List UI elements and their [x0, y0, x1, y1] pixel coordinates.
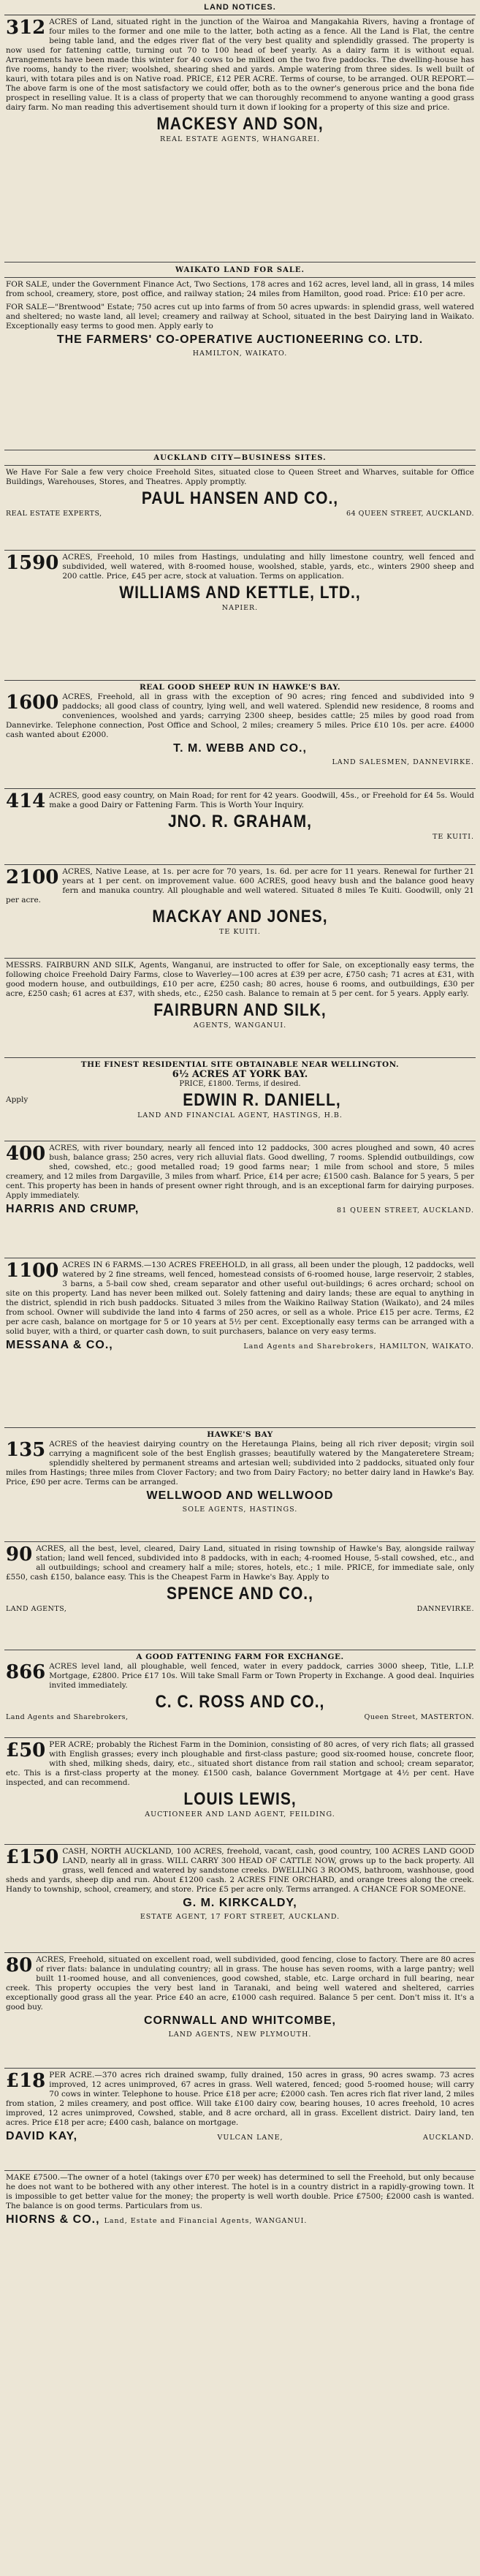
section-heading-auckland: AUCKLAND CITY—BUSINESS SITES. [4, 450, 476, 466]
ad-spence [4, 1542, 476, 1650]
firm-address: HAMILTON, WAIKATO. [192, 350, 288, 358]
firm-address: DANNEVIRKE. [416, 1605, 474, 1613]
ad-mackay-jones [4, 865, 476, 959]
firm-address: LAND SALESMEN, DANNEVIRKE. [332, 758, 474, 766]
firm-name: HIORNS & CO., [6, 2213, 100, 2226]
firm-name: EDWIN R. DANIELL, [183, 1090, 341, 1110]
ad-heading: THE FINEST RESIDENTIAL SITE OBTAINABLE NEAR WELLINGTON. [80, 1060, 400, 1069]
ad-body: ACRES IN 6 FARMS.—130 ACRES FREEHOLD, in all grass, all been under the plough, 12 paddocks, well watered by 2 fine streams, well fenced, homestead consists of 6-roomed house, large reservoir, 2 stables, 3 barns, a 5-bail cow shed, cream separator and other useful out-buildings; 6 acres orchard; school on site on this property. Land has never been milked out. Solely fattening and dairy lands; these are equal to anything in the district, splendid in rich bush paddocks. Situated 3 miles from the Waikino Railway Station (Waikato), and 24 miles from school. Owner will subdivide the land into 4 farms of 250 acres, or sell as a whole. Price £15 per acre. Terms, £2 per acre cash, balance on mortgage for 5 or 10 years at 5½ per cent. Exceptionally easy terms can be arranged with a solid buyer, with a third, or quarter cash down, to suit purchasers, balance on very easy terms. [6, 1261, 474, 1336]
section-heading-waikato: WAIKATO LAND FOR SALE. [4, 262, 476, 278]
ad-graham [4, 789, 476, 865]
ad-lead-number: 90 [6, 1544, 33, 1565]
firm-address: AGENTS, WANGANUI. [193, 1021, 287, 1030]
ad-body: ACRES, all the best, level, cleared, Dairy Land, situated in rising township of Hawke's Bay, alongside railway station; land well fenced, subdivided into 8 paddocks, with in each; 4-roomed House, 5-stall cowshed, etc., and all outbuildings; school and creamery half a mile; stores, hotels, etc.; 1 mile. PRICE, for immediate sale, only £550, cash £150, balance easy. This is the Cheapest Farm in Hawke's Bay. Apply to [6, 1544, 474, 1582]
firm-address: ESTATE AGENT, 17 FORT STREET, AUCKLAND. [140, 1913, 340, 1921]
ad-body: ACRES, Freehold, 10 miles from Hastings, undulating and hilly limestone country, well fenced and subdivided, well watered, with 8-roomed house, woolshed, stable, yards, etc., winters 2900 sheep and 200 cattle. Price, £45 per acre, stock at valuation. Terms on application. [62, 553, 474, 581]
firm-name: G. M. KIRKCALDY, [183, 1897, 297, 1909]
ad-kirkcaldy [4, 1845, 476, 1953]
ad-heading: REAL GOOD SHEEP RUN IN HAWKE'S BAY. [139, 683, 340, 692]
firm-name: T. M. WEBB AND CO., [173, 742, 307, 755]
ad-lead-number: 1100 [6, 1260, 59, 1282]
ad-acres: 6½ ACRES AT YORK BAY. [172, 1069, 308, 1080]
firm-name: SPENCE AND CO., [167, 1584, 313, 1604]
ad-price: PRICE, £1800. Terms, if desired. [179, 1080, 301, 1088]
firm-title: REAL ESTATE EXPERTS, [6, 510, 102, 518]
ad-body: FOR SALE, under the Government Finance Act, Two Sections, 178 acres and 162 acres, level land, all in grass, 14 miles from school, creamery, store, post office, and railway station; 24 miles from Hamilton, good road. Price: £10 per acre. [6, 280, 474, 298]
ad-body: We Have For Sale a few very choice Freehold Sites, situated close to Queen Street and Wharves, suitable for Office Buildings, Warehouses, Stores, and Theatres. Apply promptly. [6, 468, 474, 486]
ad-lead-number: 414 [6, 790, 46, 812]
firm-name: MACKESY AND SON, [156, 114, 324, 134]
firm-name: MACKAY AND JONES, [152, 907, 328, 926]
ad-waikato [4, 278, 476, 450]
firm-title: VULCAN LANE, [217, 2134, 283, 2142]
ad-ross [4, 1650, 476, 1738]
ad-body: ACRES, Native Lease, at 1s. per acre for 70 years, 1s. 6d. per acre for 11 years. Renewal for further 21 years at 1 per cent. on improvement value. 600 ACRES, good heavy bush and the balance good heavy fern and manuka country. All ploughable and well watered. Situated 8 miles Te Kuiti. Goodwill, only 21 per acre. [6, 867, 474, 904]
ad-harris-crump [4, 1141, 476, 1258]
firm-name: FAIRBURN AND SILK, [153, 1000, 327, 1020]
ad-lead-number: £50 [6, 1740, 46, 1761]
firm-name: THE FARMERS' CO-OPERATIVE AUCTIONEERING CO. LTD. [56, 333, 424, 346]
ad-body: ACRES of Land, situated right in the junction of the Wairoa and Mangakahia Rivers, having a frontage of four miles to the former and one mile to the latter, both acting as a fence. All the Land is Flat, the centre being table land, and the edges river flat of the very best quality and splendidly grassed. The property is now used for fattening cattle, turning out 70 to 100 head of beef yearly. As a dairy farm it is without equal. Arrangements have been made this winter for 40 cows to be milked on the two five paddocks. The dwelling-house has five rooms, handy to the river; woolshed, shearing shed and yards. Ample watering from three sides. Is well built of kauri, with totara piles and is on Native road. PRICE, £12 PER ACRE. Terms of course, to be arranged. OUR REPORT.—The above farm is one of the most satisfactory we could offer, both as to the owner's generous price and the bona fide prospect in reselling value. It is a class of property that we can thoroughly recommend to anyone wanting a good grass dairy farm. No man reading this advertisement should turn it down if looking for a property of this size and price. [6, 18, 474, 112]
firm-name: WELLWOOD AND WELLWOOD [146, 1489, 334, 1502]
ad-wellwood [4, 1428, 476, 1542]
ad-mackesy [4, 15, 476, 262]
firm-address: TE KUITI. [433, 833, 474, 841]
ad-williams-kettle [4, 551, 476, 681]
firm-name: DAVID KAY, [6, 2130, 78, 2142]
firm-address: LAND AND FINANCIAL AGENT, HASTINGS, H.B. [137, 1111, 343, 1119]
firm-address: TE KUITI. [219, 928, 261, 936]
ad-daniell [4, 1058, 476, 1141]
ad-body: MAKE £7500.—The owner of a hotel (takings over £70 per week) has determined to sell the Freehold, but only because he does not want to be bothered with any other interest. The hotel is in a country district in a rapidly-growing town. It is impossible to get better value for the money; the property is well worth double. Price £7500; £2000 cash is wanted. The balance is on good terms. Particulars from us. [6, 2173, 474, 2210]
firm-name: MESSANA & CO., [6, 1339, 113, 1351]
ad-lead-number: 2100 [6, 866, 59, 888]
ad-lead-number: 1590 [6, 552, 59, 574]
ad-body: ACRES, Freehold, situated on excellent road, well subdivided, good fencing, close to factory. There are 80 acres of river flats: balance in undulating country; all in grass. The house has seven rooms, with a large pantry; well built 11-roomed house, and all conveniences, good cowshed, stable, etc. Large orchard in full bearing, near creek. This property occupies the very best land in Taranaki, and being well watered and sheltered, carries exceptionally good grass all the year. Price £40 an acre, £1000 cash required. Balance 5 per cent. Don't miss it. It's a good buy. [6, 1955, 474, 2012]
firm-address: REAL ESTATE AGENTS, WHANGAREI. [160, 135, 320, 143]
land-notices-column [4, 0, 476, 2237]
ad-messana [4, 1258, 476, 1428]
ad-body: CASH, NORTH AUCKLAND, 100 ACRES, freehold, vacant, cash, good country, 100 ACRES LAND GOOD LAND, nearly all in grass. WILL CARRY 300 HEAD OF CATTLE NOW, grows up to the back property. All grass, well fenced and watered by sandstone creeks. DWELLING 3 ROOMS, bathroom, washhouse, good sheds and yards, sheep dip and run. About £1200 cash. 2 ACRES FINE ORCHARD, and orange trees along the creek. Handy to township, school, creamery, and store. Price £5 per acre only. Terms arranged. A CHANCE FOR SOMEONE. [6, 1847, 474, 1894]
ad-body: PER ACRE; probably the Richest Farm in the Dominion, consisting of 80 acres, of very rich flats; all grassed with English grasses; every inch ploughable and first-class pasture; good six-roomed house, concrete floor, with shed, milking sheds, dairy, etc., situated short distance from rail station and school; cream separator, etc. This is a first-class property at the money. £1500 cash, balance Government Mortgage at 4½ per cent. Have inspected, and can recommend. [6, 1740, 474, 1787]
ad-heading: A GOOD FATTENING FARM FOR EXCHANGE. [136, 1653, 344, 1661]
ad-david-kay [4, 2069, 476, 2171]
ad-body: ACRES, Freehold, all in grass with the exception of 90 acres; ring fenced and subdivided into 9 paddocks; all good class of country, lying well, and well watered. Splendid new residence, 8 rooms and conveniences, woolshed and yards; carrying 2300 sheep, besides cattle; 25 miles by good road from Dannevirke. Telephone connection, Post Office and School, 2 miles; creamery 5 miles. Price £10 10s. per acre. £4000 cash wanted about £2000. [6, 692, 474, 739]
apply-label: Apply [6, 1095, 28, 1104]
ad-webb [4, 681, 476, 789]
ad-body: ACRES, with river boundary, nearly all fenced into 12 paddocks, 300 acres ploughed and sown, 40 acres bush, balance grass; 250 acres, very rich alluvial flats. Good dwelling, 7 rooms. Splendid outbuildings, cow shed, cowshed, etc.; good metalled road; 19 good farms near; 1 mile from school and store, 5 miles creamery, and 12 miles from Dargaville, 3 miles from wharf. Price, £14 per acre; £1500 cash. Balance for 5 years, 5 per cent. This property has been in hands of present owner right through, and is an exceptional farm for dairying purposes. Apply immediately. [6, 1144, 474, 1200]
ad-hiorns [4, 2171, 476, 2237]
ad-fairburn-silk [4, 959, 476, 1058]
ad-lead-number: 80 [6, 1954, 33, 1976]
ad-lead-number: £18 [6, 2070, 46, 2092]
ad-body: MESSRS. FAIRBURN AND SILK, Agents, Wanganui, are instructed to offer for Sale, on exceptionally easy terms, the following choice Freehold Dairy Farms, close to Waverley—100 acres at £39 per acre, £750 cash; 71 acres at £31, with good modern house, and outbuildings, £10 per acre, £250 cash; 80 acres, house 6 rooms, and outbuildings, £30 per acre, £250 cash; 61 acres at £37, with sheds, etc., £250 cash. Balance to remain at 5 per cent. for 5 years. Apply early. [6, 961, 474, 998]
ad-body: ACRES level land, all ploughable, well fenced, water in every paddock, carries 3000 sheep, Title, L.I.P. Mortgage, £2800. Price £17 10s. Will take Small Farm or Town Property in Exchange. A good deal. Inquiries invited immediately. [49, 1662, 474, 1690]
firm-name: HARRIS AND CRUMP, [6, 1203, 140, 1215]
ad-lead-number: £150 [6, 1846, 59, 1868]
firm-name: PAUL HANSEN AND CO., [141, 488, 339, 508]
ad-lead-number: 866 [6, 1661, 46, 1683]
ad-hansen [4, 466, 476, 551]
firm-address: 64 QUEEN STREET, AUCKLAND. [346, 510, 474, 518]
firm-address: AUCTIONEER AND LAND AGENT, FEILDING. [145, 1810, 335, 1818]
firm-name: CORNWALL AND WHITCOMBE, [144, 2014, 336, 2027]
ad-body: ACRES of the heaviest dairying country on the Heretaunga Plains, being all rich river deposit; virgin soil carrying a magnificent sole of the best English grasses; beautifully watered by the Mangateretere Stream; splendidly sheltered by permanent streams and artesian well; subdivided into 2 paddocks, situated only four miles from Hastings; three miles from Clover Factory; and two from Dairy Factory; no better dairy land in Hawke's Bay. Price, £90 per acre. Terms can be arranged. [6, 1440, 474, 1487]
ad-lead-number: 400 [6, 1143, 46, 1165]
ad-body: PER ACRE.—370 acres rich drained swamp, fully drained, 150 acres in grass, 90 acres swamp. 73 acres improved, 12 acres unimproved, 67 acres in grass. Well watered, fenced; good 5-roomed house; will carry 70 cows in winter. Telephone to house. Price £18 per acre; £2000 cash. Ten acres rich flat river land, 2 miles from station, 2 miles creamery, and post office. Will take £100 dairy cow, bearing houses, 10 acres freehold, 10 acres improved, 12 acres unimproved, Cowshed, stable, and 8 acre orchard, all in grass. Excellent district. Dairy land, ten acres. Price £18 per acre; £400 cash, balance on mortgage. [6, 2071, 474, 2127]
firm-address: SOLE AGENTS, HASTINGS. [182, 1506, 298, 1514]
firm-name: LOUIS LEWIS, [183, 1789, 297, 1809]
ad-louis-lewis [4, 1738, 476, 1845]
ad-heading: HAWKE'S BAY [207, 1430, 273, 1439]
firm-title: Land Agents and Sharebrokers, [6, 1713, 129, 1721]
ad-lead-number: 135 [6, 1439, 46, 1461]
ad-body-2: FOR SALE—"Brentwood" Estate; 750 acres cut up into farms of from 50 acres upwards: in splendid grass, well watered and sheltered; no waste land, all level; creamery and railway at School, situated in the best Dairying land in Waikato. Exceptionally easy terms to good men. Apply early to [6, 303, 474, 331]
firm-address: NAPIER. [221, 604, 259, 612]
firm-address: 81 QUEEN STREET, AUCKLAND. [337, 1206, 474, 1215]
firm-name: WILLIAMS AND KETTLE, LTD., [119, 583, 361, 603]
firm-address: Land Agents and Sharebrokers, HAMILTON, WAIKATO. [243, 1342, 474, 1351]
ad-body: ACRES, good easy country, on Main Road; for rent for 42 years. Goodwill, 45s., or Freehold for £4 5s. Would make a good Dairy or Fattening Farm. This is Worth Your Inquiry. [49, 791, 474, 809]
firm-address: Land, Estate and Financial Agents, WANGANUI. [104, 2217, 308, 2225]
ad-cornwall-whitcombe [4, 1953, 476, 2069]
firm-name: C. C. ROSS AND CO., [155, 1692, 325, 1712]
firm-title: LAND AGENTS, [6, 1605, 67, 1613]
ad-lead-number: 1600 [6, 692, 59, 714]
firm-address: AUCKLAND. [422, 2134, 474, 2142]
firm-address: Queen Street, MASTERTON. [364, 1713, 474, 1721]
firm-name: JNO. R. GRAHAM, [167, 812, 312, 831]
ad-lead-number: 312 [6, 17, 46, 39]
masthead: LAND NOTICES. [4, 0, 476, 15]
firm-address: LAND AGENTS, NEW PLYMOUTH. [168, 2031, 312, 2039]
